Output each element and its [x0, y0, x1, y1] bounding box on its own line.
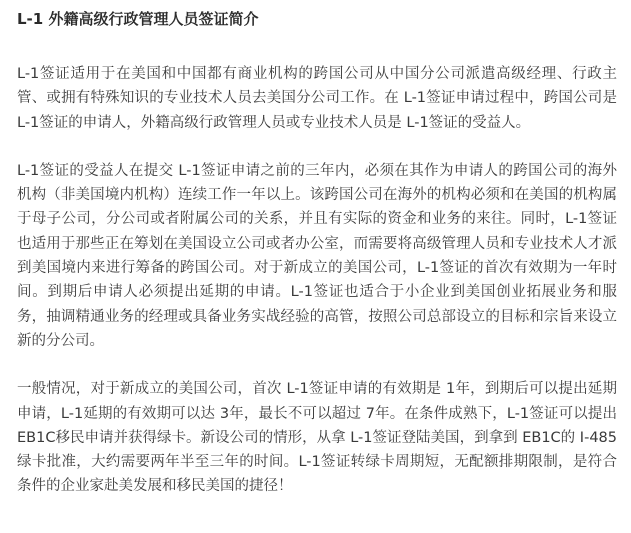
- paragraph-intro: L-1签证适用于在美国和中国都有商业机构的跨国公司从中国分公司派遣高级经理、行政主管、或拥有特殊知识的专业技术人员去美国分公司工作。在 L-1签证申请过程中，跨国公司是 L-1签证的申请人，外籍高级行政管理人员或专业技术人员是 L-1签证的受益人。: [17, 66, 617, 131]
- article-title: L-1 外籍高级行政管理人员签证简介: [17, 10, 259, 28]
- paragraph-requirements: L-1签证的受益人在提交 L-1签证申请之前的三年内，必须在其作为申请人的跨国公司的海外机构（非美国境内机构）连续工作一年以上。该跨国公司在海外的机构必须和在美国的机构属于母子公司，分公司或者附属公司的关系，并且有实际的资金和业务的来往。同时，L-1签证也适用于那些正在筹划在美国设立公司或者办公室，而需要将高级管理人员和专业技术人才派到美国境内来进行筹备的跨国公司。对于新成立的美国公司，L-1签证的首次有效期为一年时间。到期后申请人必须提出延期的申请。L-1签证也适合于小企业到美国创业拓展业务和服务，抽调精通业务的经理或具备业务实战经验的高管，按照公司总部设立的目标和宗旨来设立新的分公司。: [17, 162, 617, 349]
- paragraph-validity: 一般情况，对于新成立的美国公司，首次 L-1签证申请的有效期是 1年，到期后可以提出延期申请，L-1延期的有效期可以达 3年，最长不可以超过 7年。在条件成熟下，L-1签证可以提出EB1C移民申请并获得绿卡。新设公司的情形，从拿 L-1签证登陆美国，到拿到 EB1C的 I-485绿卡批准，大约需要两年半至三年的时间。L-1签证转绿卡周期短，无配额排期限制，是符合条件的企业家赴美发展和移民美国的捷径！: [17, 381, 617, 495]
